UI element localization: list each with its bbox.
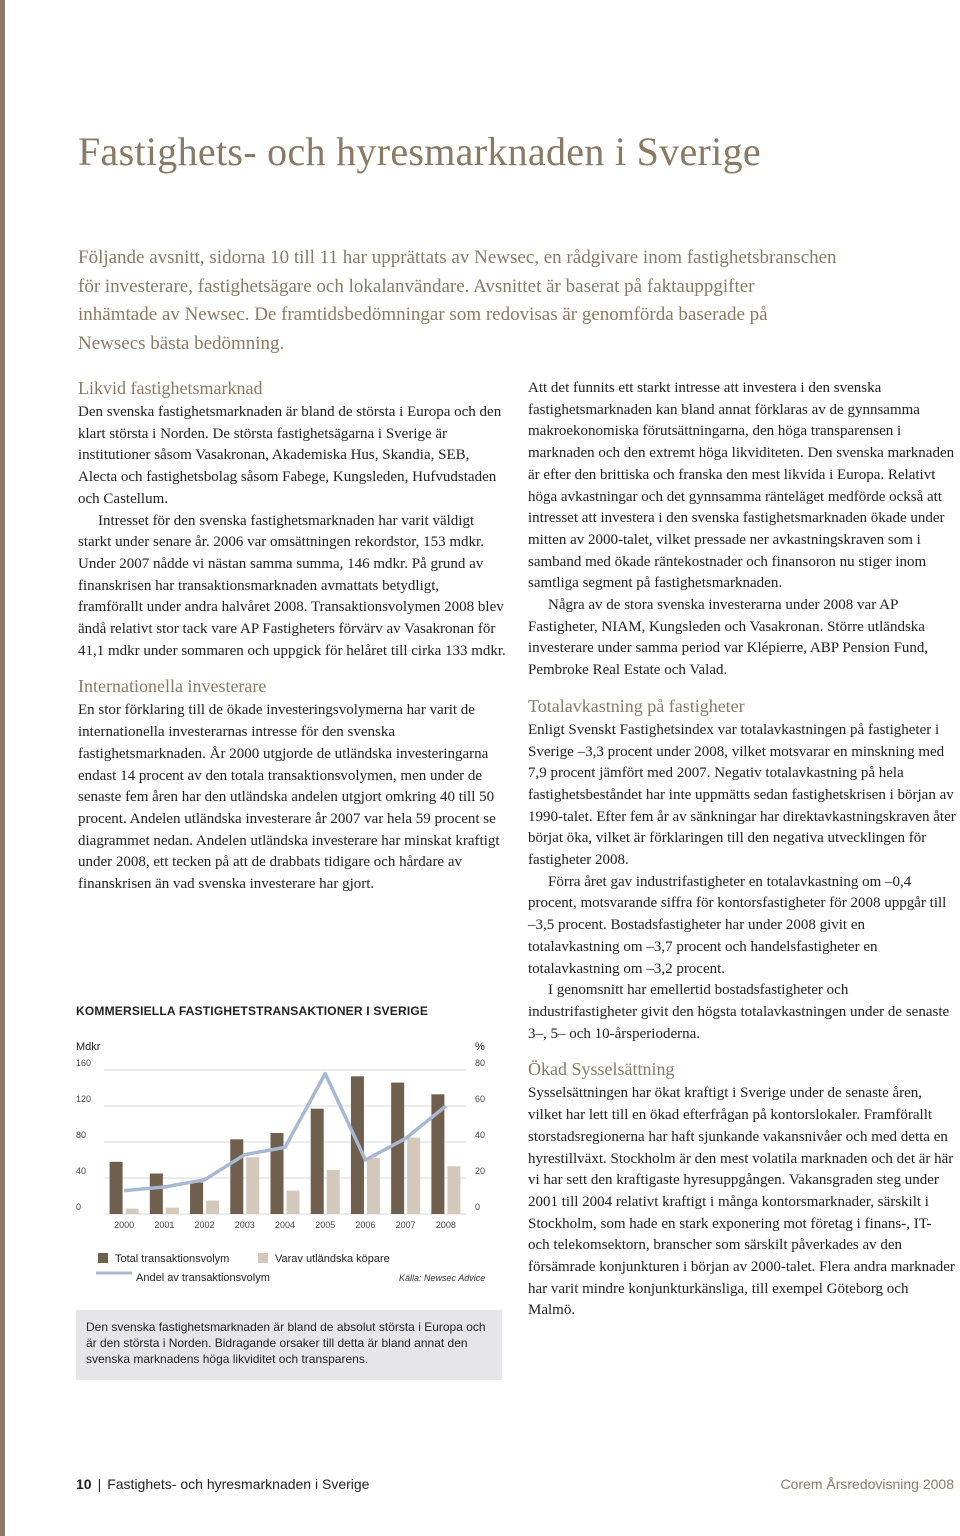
- right-tick-label: 80: [475, 1058, 486, 1068]
- x-tick-label: 2002: [194, 1220, 215, 1230]
- bar-total-volume: [311, 1109, 324, 1214]
- page-number: 10: [76, 1476, 92, 1492]
- bar-foreign-buyers: [287, 1191, 300, 1214]
- section-heading-international-investors: Internationella investerare: [78, 676, 267, 697]
- right-tick-label: 60: [475, 1094, 486, 1104]
- x-tick-label: 2006: [355, 1220, 376, 1230]
- legend-label-total: Total transaktionsvolym: [115, 1253, 230, 1265]
- intro-paragraph: Följande avsnitt, sidorna 10 till 11 har upprättats av Newsec, en rådgivare inom fastighetsbranschen för investerare, fastighetsägare och lokalanvändare. Avsnittet är baserat på faktauppgifter inhämtade av Newsec. De framtidsbedömningar som redovisas är genomförda baserade på Newsecs bästa bedömning.: [78, 247, 837, 354]
- x-tick-label: 2008: [435, 1220, 456, 1230]
- section-heading-total-return: Totalavkastning på fastigheter: [528, 695, 745, 716]
- bar-foreign-buyers: [447, 1166, 460, 1214]
- x-axis-ticks: [114, 1220, 456, 1230]
- chart-source: Källa: Newsec Advice: [399, 1273, 486, 1283]
- bar-foreign-buyers: [246, 1157, 259, 1214]
- left-tick-label: 120: [76, 1094, 92, 1104]
- body-paragraph: Enligt Svenskt Fastighetsindex var totalavkastningen på fastigheter i Sverige –3,3 procent under 2008, vilket motsvarar en minskning med 7,9 procent jämfört med 2007. Negativ totalavkastning på hela fastighetsbeståndet har inte uppmätts sedan fastighetskrisen i början av 1990-talet. Efter fem år av sänkningar har direktavkastningskraven åter börjat öka, vilket är förklaringen till den negativa utvecklingen för fastigheter 2008.: [528, 721, 956, 869]
- x-tick-label: 2003: [234, 1220, 255, 1230]
- footer-publication: Corem Årsredovisning 2008: [780, 1476, 954, 1492]
- footer-separator: |: [97, 1476, 102, 1492]
- body-paragraph: Att det funnits ett starkt intresse att investera i den svenska fastighetsmarknaden kan bland annat förklaras av de gynnsamma makroekonomiska förutsättningarna, den höga transparensen i marknaden och den extremt höga likviditeten. Den svenska marknaden är efter den brittiska och franska den mest likvida i Europa. Relativt höga avkastningar och det gynnsamma ränteläget medförde också att intresset att investera i den svenska fastighetsmarknaden ökade under mitten av 2000-talet, vilket pressade ner avkastningskraven som i samband med ökade räntekostnader och finansoron nu stiger inom samtliga segment på fastighetsmarknaden.: [528, 380, 955, 592]
- left-tick-label: 160: [76, 1058, 92, 1068]
- x-tick-label: 2004: [274, 1220, 296, 1230]
- left-tick-label: 0: [76, 1202, 82, 1212]
- bar-total-volume: [110, 1162, 123, 1214]
- right-tick-label: 40: [475, 1130, 486, 1140]
- left-tick-label: 40: [76, 1166, 87, 1176]
- body-paragraph: Den svenska fastighetsmarknaden är bland de största i Europa och den klart största i Norden. De största fastighetsägarna i Sverige är institutioner såsom Vasakronan, Akademiska Hus, Skandia, SEB, Alecta och fastighetsbolag såsom Fabege, Kungsleden, Hufvudstaden och Castellum.: [78, 404, 502, 507]
- bar-total-volume: [271, 1133, 284, 1214]
- section-heading-liquid-market: Likvid fastighetsmarknad: [78, 378, 263, 398]
- bar-foreign-buyers: [206, 1201, 219, 1215]
- left-axis-ticks: [76, 1058, 91, 1212]
- right-tick-label: 20: [475, 1166, 486, 1176]
- body-paragraph: Sysselsättningen har ökat kraftigt i Sverige under de senaste åren, vilket har lett till en ökad efterfrågan på kontorslokaler. Framförallt storstadsregionerna har haft sjunkande vakansnivåer och med detta en hyrestillväxt. Stockholm är den mest volatila marknaden och det är här vi har sett den kraftigaste hyresuppgången. Vakansgraden steg under 2001 till 2004 relativt kraftigt i många kontorsmarknader, särskilt i Stockholm, som hade en stark exponering mot företag i finans-, IT- och telekomsektorn, branscher som särskilt påverkades av den försämrade konjunkturen i början av 2000-talet. Flera andra marknader har varit mindre konjunkturkänsliga, till exempel Göteborg och Malmö.: [528, 1085, 955, 1319]
- chart-legend: [96, 1253, 485, 1284]
- x-tick-label: 2001: [154, 1220, 175, 1230]
- left-column: [78, 376, 506, 896]
- page-title: Fastighets- och hyresmarknaden i Sverige: [78, 129, 761, 174]
- chart-title: KOMMERSIELLA FASTIGHETSTRANSAKTIONER I SVERIGE: [76, 1004, 429, 1018]
- bar-total-volume: [230, 1139, 243, 1214]
- bar-foreign-buyers: [367, 1158, 380, 1214]
- chart-caption: Den svenska fastighetsmarknaden är bland de absolut största i Europa och är den största i Norden. Bidragande orsaker till detta är bland annat den svenska marknadens höga likviditet och transparens.: [76, 1310, 502, 1380]
- bar-total-volume: [150, 1174, 163, 1215]
- bar-foreign-buyers: [166, 1208, 179, 1214]
- body-paragraph: En stor förklaring till de ökade investeringsvolymerna har varit de internationella investerarnas intresse för den svenska fastighetsmarknaden. År 2000 utgjorde de utländska investeringarna endast 14 procent av den totala transaktionsvolymen, men under de senaste fem åren har den utländska andelen utgjort omkring 40 till 50 procent. Andelen utländska investerare år 2007 var hela 59 procent se diagrammet nedan. Andelen utländska investerare har minskat kraftigt under 2008, ett tecken på att de drabbats tidigare och hårdare av finanskrisen än vad svenska investerare har gjort.: [78, 702, 500, 893]
- legend-swatch-total: [98, 1253, 108, 1263]
- bar-total-volume: [190, 1183, 203, 1215]
- body-paragraph: Några av de stora svenska investerarna under 2008 var AP Fastigheter, NIAM, Kungsleden och Vasakronan. Större utländska investerare under samma period var Klépierre, ABP Pension Fund, Pembroke Real Estate och Valad.: [528, 597, 929, 679]
- transactions-chart: [70, 1030, 510, 1290]
- bar-total-volume: [391, 1083, 404, 1214]
- x-tick-label: 2005: [315, 1220, 336, 1230]
- left-axis-unit: Mdkr: [76, 1041, 101, 1053]
- right-axis-ticks: [475, 1058, 485, 1212]
- bar-foreign-buyers: [126, 1209, 139, 1214]
- legend-label-foreign: Varav utländska köpare: [275, 1253, 390, 1265]
- body-paragraph: I genomsnitt har emellertid bostadsfastigheter och industrifastigheter givit den högsta totalavkastningen under de senaste 3–, 5– och 10-årsperioderna.: [528, 982, 950, 1042]
- left-accent-bar: [0, 0, 5, 1536]
- body-paragraph: Intresset för den svenska fastighetsmarknaden har varit väldigt starkt under senare år. 2006 var omsättningen rekordstor, 153 mdkr. Under 2007 nådde vi nästan samma summa, 146 mdkr. På grund av finanskrisen har transaktionsmarknaden avmattats betydligt, framförallt under andra halvåret 2008. Transaktionsvolymen 2008 blev ändå relativt stor tack vare AP Fastigheters förvärv av Vasakronan för 41,1 mdkr under sommaren och uppgick för helåret till cirka 133 mdkr.: [78, 512, 506, 659]
- legend-swatch-foreign: [258, 1253, 268, 1263]
- right-tick-label: 0: [475, 1202, 481, 1212]
- right-axis-unit: %: [475, 1041, 485, 1053]
- body-paragraph: Förra året gav industrifastigheter en totalavkastning om –0,4 procent, motsvarande siffra för kontorsfastigheter för 2008 uppgår till –3,5 procent. Bostadsfastigheter har under 2008 givit en totalavkastning om –3,7 procent och handelsfastigheter en totalavkastning om –3,2 procent.: [528, 873, 947, 977]
- left-tick-label: 80: [76, 1130, 87, 1140]
- bar-foreign-buyers: [407, 1138, 420, 1215]
- right-column: [528, 378, 956, 1322]
- x-tick-label: 2007: [395, 1220, 416, 1230]
- section-heading-employment: Ökad Sysselsättning: [528, 1059, 675, 1080]
- footer-left: [76, 1476, 369, 1492]
- bar-foreign-buyers: [327, 1170, 340, 1214]
- footer-section-name: Fastighets- och hyresmarknaden i Sverige: [107, 1476, 370, 1492]
- x-tick-label: 2000: [114, 1220, 135, 1230]
- legend-label-share: Andel av transaktionsvolym: [136, 1272, 270, 1284]
